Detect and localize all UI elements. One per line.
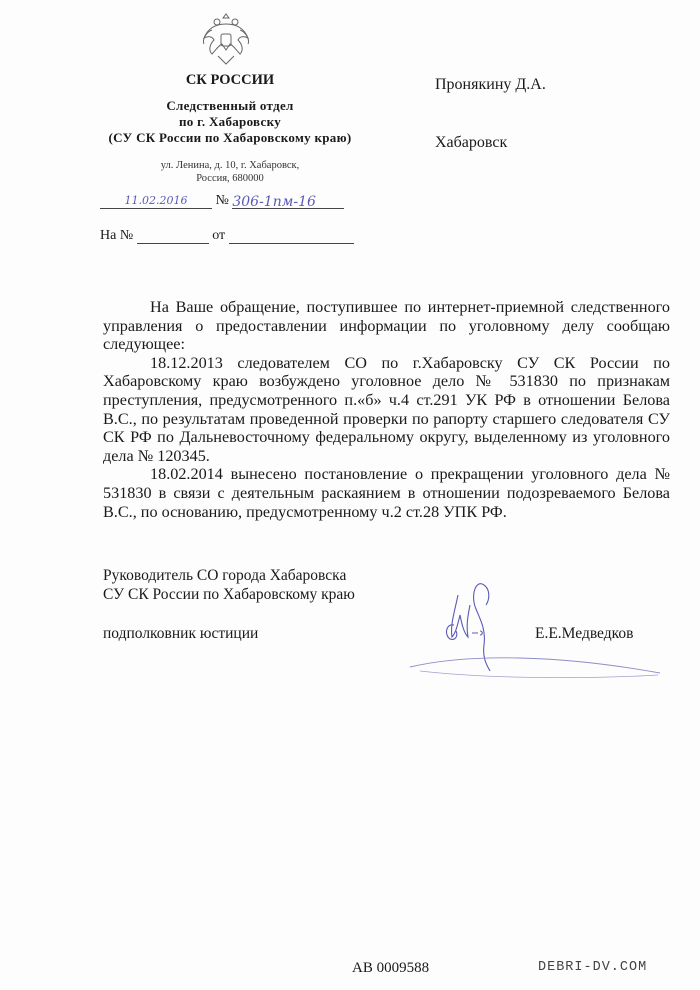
department-line: Следственный отдел <box>166 98 294 113</box>
reply-from-label: от <box>212 228 226 243</box>
reply-number-label: На № <box>100 228 134 243</box>
recipient-name: Пронякину Д.А. <box>435 76 546 93</box>
signer-position: СУ СК России по Хабаровскому краю <box>103 586 355 603</box>
handwritten-signature <box>410 575 660 685</box>
reply-date-blank <box>229 229 354 244</box>
letter-body <box>103 298 670 521</box>
reply-number-blank <box>137 229 209 244</box>
reply-reference-line <box>100 228 354 244</box>
number-label: № <box>215 193 229 208</box>
recipient-city: Хабаровск <box>435 134 508 151</box>
watermark-site: DEBRI-DV.COM <box>538 960 648 975</box>
body-paragraph: На Ваше обращение, поступившее по интернет-приемной следственного управления о предоставлении информации по уголовному делу сообщаю следующее: <box>103 298 670 354</box>
form-serial-number: АВ 0009588 <box>352 960 430 976</box>
department-line: (СУ СК России по Хабаровскому краю) <box>108 130 352 145</box>
signer-rank: подполковник юстиции <box>103 625 259 642</box>
body-paragraph: 18.12.2013 следователем СО по г.Хабаровску СУ СК России по Хабаровскому краю возбуждено уголовное дело № 531830 по признакам преступления, предусмотренного п.«б» ч.4 ст.291 УК РФ в отношении Белова В.С., по результатам проведенной проверки по рапорту старшего следователя СУ СК РФ по Дальневосточному федеральному округу, выделенному из уголовного дела № 120345. <box>103 353 670 465</box>
department-line: по г. Хабаровску <box>178 114 282 129</box>
address-line: ул. Ленина, д. 10, г. Хабаровск, <box>160 160 300 171</box>
signer-position: Руководитель СО города Хабаровска <box>103 567 347 584</box>
body-paragraph: 18.02.2014 вынесено постановление о прекращении уголовного дела № 531830 в связи с деятельным раскаянием в отношении подозреваемого Белова В.С., по основанию, предусмотренному ч.2 ст.28 УПК РФ. <box>103 465 670 521</box>
registration-line <box>100 193 360 217</box>
registration-number: 306-1пм-16 <box>232 194 344 209</box>
coat-of-arms-emblem <box>198 10 254 68</box>
address-line: Россия, 680000 <box>196 173 264 184</box>
signer-name: Е.Е.Медведков <box>535 625 634 642</box>
org-title: СК РОССИИ <box>185 72 275 88</box>
registration-date: 11.02.2016 <box>100 194 212 209</box>
